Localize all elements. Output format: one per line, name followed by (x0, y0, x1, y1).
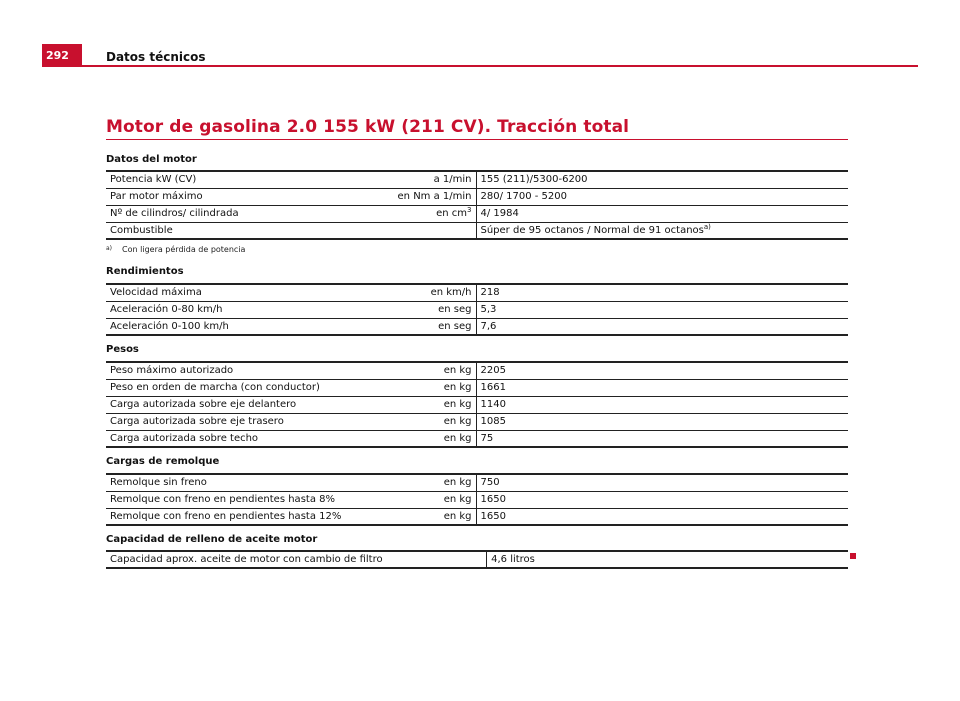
row-unit: en seg (376, 318, 476, 335)
row-label: Aceleración 0-100 km/h (106, 318, 376, 335)
row-label: Capacidad aprox. aceite de motor con cambio de filtro (106, 551, 387, 568)
title-rule (106, 139, 848, 140)
table-row (106, 362, 848, 379)
unit-superscript: 3 (467, 206, 472, 214)
row-label: Nº de cilindros/ cilindrada (106, 205, 376, 222)
row-label: Carga autorizada sobre eje delantero (106, 396, 376, 413)
row-label: Aceleración 0-80 km/h (106, 301, 376, 318)
footnote-text: Con ligera pérdida de potencia (122, 245, 246, 254)
row-value: 7,6 (476, 318, 848, 335)
row-value: 1650 (476, 508, 848, 525)
table-row (106, 396, 848, 413)
row-label: Remolque con freno en pendientes hasta 12% (106, 508, 376, 525)
row-unit: a 1/min (376, 171, 476, 188)
row-label: Carga autorizada sobre eje trasero (106, 413, 376, 430)
row-unit (376, 205, 476, 222)
header-rule (82, 65, 918, 67)
row-unit: en kg (376, 508, 476, 525)
table-aceite (106, 550, 848, 569)
table-remolque (106, 473, 848, 526)
row-unit (387, 551, 487, 568)
row-unit: en km/h (376, 284, 476, 301)
row-label: Remolque sin freno (106, 474, 376, 491)
section-title-pesos: Pesos (106, 344, 139, 355)
section-title-aceite: Capacidad de relleno de aceite motor (106, 534, 318, 545)
row-unit: en kg (376, 430, 476, 447)
row-label: Remolque con freno en pendientes hasta 8% (106, 491, 376, 508)
row-value: 1650 (476, 491, 848, 508)
section-title-motor: Datos del motor (106, 154, 197, 165)
footnote (106, 245, 245, 254)
table-pesos (106, 361, 848, 448)
section-title-remolque: Cargas de remolque (106, 456, 220, 467)
section-title-rendimientos: Rendimientos (106, 266, 184, 277)
footnote-mark: a) (106, 245, 113, 252)
row-unit: en kg (376, 491, 476, 508)
row-label: Peso en orden de marcha (con conductor) (106, 379, 376, 396)
table-row (106, 491, 848, 508)
row-value: 75 (476, 430, 848, 447)
footnote-ref: a) (703, 222, 711, 231)
row-value: 1140 (476, 396, 848, 413)
page-title: Motor de gasolina 2.0 155 kW (211 CV). Tracción total (106, 117, 630, 137)
table-row (106, 171, 848, 188)
row-label: Par motor máximo (106, 188, 376, 205)
row-unit (376, 222, 476, 239)
table-row (106, 413, 848, 430)
row-label: Carga autorizada sobre techo (106, 430, 376, 447)
header-title: Datos técnicos (106, 50, 206, 64)
table-row (106, 508, 848, 525)
row-value: 4,6 litros (487, 551, 848, 568)
row-unit: en kg (376, 379, 476, 396)
table-row (106, 379, 848, 396)
table-row (106, 430, 848, 447)
table-row (106, 318, 848, 335)
row-value: 218 (476, 284, 848, 301)
table-row (106, 301, 848, 318)
table-rendimientos (106, 283, 848, 336)
table-motor (106, 170, 848, 240)
row-value: 155 (211)/5300-6200 (476, 171, 848, 188)
row-value: 4/ 1984 (476, 205, 848, 222)
table-row (106, 222, 848, 239)
row-unit: en kg (376, 413, 476, 430)
row-value: 750 (476, 474, 848, 491)
row-unit: en kg (376, 362, 476, 379)
row-value: 2205 (476, 362, 848, 379)
row-label: Potencia kW (CV) (106, 171, 376, 188)
row-label: Combustible (106, 222, 376, 239)
page-header (42, 44, 918, 67)
row-value: 1085 (476, 413, 848, 430)
table-row (106, 474, 848, 491)
end-of-section-marker (850, 553, 856, 559)
value-text: Súper de 95 octanos / Normal de 91 octanos (480, 224, 704, 236)
row-unit: en Nm a 1/min (376, 188, 476, 205)
table-row (106, 188, 848, 205)
page-number: 292 (42, 44, 82, 67)
row-unit: en seg (376, 301, 476, 318)
row-value: 1661 (476, 379, 848, 396)
row-label: Velocidad máxima (106, 284, 376, 301)
row-unit: en kg (376, 396, 476, 413)
table-row (106, 284, 848, 301)
row-label: Peso máximo autorizado (106, 362, 376, 379)
unit-text: en cm (436, 208, 468, 219)
table-row (106, 551, 848, 568)
row-value: 280/ 1700 - 5200 (476, 188, 848, 205)
table-row (106, 205, 848, 222)
row-unit: en kg (376, 474, 476, 491)
row-value: 5,3 (476, 301, 848, 318)
row-value (476, 222, 848, 239)
